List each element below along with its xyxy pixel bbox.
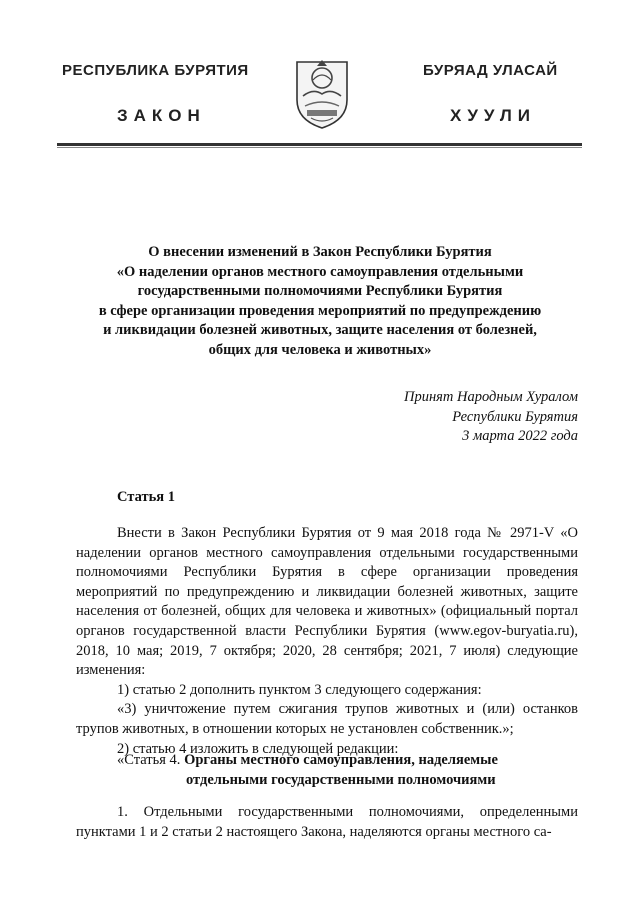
article-paragraph: 1) статью 2 дополнить пунктом 3 следующего содержания: [117,681,482,698]
article-paragraph: 1. Отдельными государственными полномочиями, определенными пунктами 1 и 2 статьи 2 настоящего Закона, наделяются органы местного са- [76,804,578,840]
article-1-body [76,524,578,759]
article-paragraph: 2) статью 4 изложить в следующей редакции: [117,740,399,757]
buryatia-coat-of-arms-icon [293,52,351,130]
republic-name-ru: РЕСПУБЛИКА БУРЯТИЯ [62,62,249,79]
article-4-title-line: Органы местного самоуправления, наделяемые [184,752,498,768]
adoption-line: Принят Народным Хуралом [403,389,578,405]
adoption-note [404,388,578,447]
title-line: государственными полномочиями Республики Бурятия [137,283,503,299]
title-line: О внесении изменений в Закон Республики Бурятия [148,244,492,260]
article-4-body [76,803,578,842]
article-4-prefix: «Статья 4. [117,752,185,768]
title-line: и ликвидации болезней животных, защите населения от болезней, [103,322,537,338]
article-paragraph: «3) уничтожение путем сжигания трупов животных и (или) останков трупов животных, в отношении которых не установлен собственник.»; [76,701,578,737]
law-title [60,243,580,360]
article-4-heading [117,751,498,790]
law-label-bua: ХУУЛИ [450,106,536,125]
adoption-date: 3 марта 2022 года [462,428,578,444]
republic-name-bua: БУРЯАД УЛАСАЙ [423,62,558,79]
header-rule-thick [57,143,582,146]
article-1-heading: Статья 1 [117,489,175,505]
article-paragraph: Внести в Закон Республики Бурятия от 9 мая 2018 года № 2971-V «О наделении органов местного самоуправления отдельными государственными полномочиями Республики Бурятия в сфере организации проведения мероприятий по предупреждению и ликвидации болезней животных, защите населения от болезней, общих для человека и животных» (официальный портал органов государственной власти Республики Бурятия (www.egov-buryatia.ru), 2018, 10 мая; 2019, 7 октября; 2020, 28 сентября; 2021, 7 июля) следующие изменения: [76,525,578,679]
title-line: «О наделении органов местного самоуправления отдельными [116,263,524,280]
article-4-title-line: отдельными государственными полномочиями [186,771,496,788]
adoption-line: Республики Бурятия [452,408,578,425]
title-line: в сфере организации проведения мероприятий по предупреждению [98,302,542,319]
law-label-ru: ЗАКОН [117,106,206,125]
header-rule-thin [57,147,582,148]
title-line: общих для человека и животных» [208,341,432,358]
